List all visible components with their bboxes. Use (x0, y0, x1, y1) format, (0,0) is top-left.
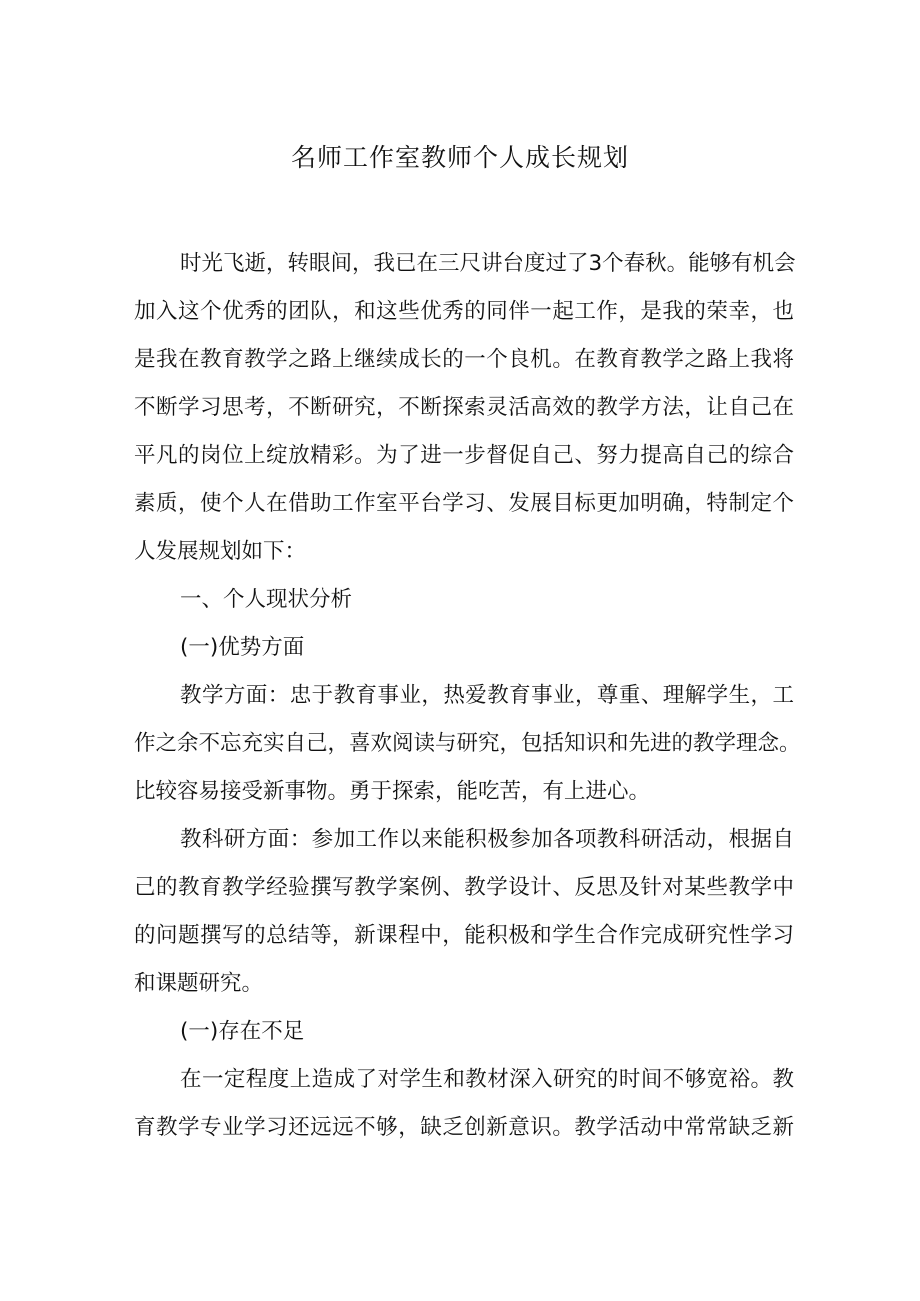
subsection-heading: (一)存在不足 (180, 1019, 305, 1044)
text-line: 己的教育教学经验撰写教学案例、教学设计、反思及针对某些教学中 (134, 875, 794, 900)
document-body (134, 240, 801, 1152)
text-line: 不断学习思考，不断研究，不断探索灵活高效的教学方法，让自己在 (134, 395, 794, 420)
text-line: 时光飞逝，转眼间，我已在三尺讲台度过了3个春秋。能够有机会 (180, 251, 796, 276)
text-line: 教科研方面：参加工作以来能积极参加各项教科研活动，根据自 (180, 827, 794, 852)
text-line: 比较容易接受新事物。勇于探索，能吃苦，有上进心。 (134, 779, 651, 804)
text-line: 育教学专业学习还远远不够，缺乏创新意识。教学活动中常常缺乏新 (134, 1115, 794, 1140)
paragraph-intro (134, 240, 794, 576)
document-title: 名师工作室教师个人成长规划 (290, 143, 629, 172)
paragraph-research (134, 816, 794, 1008)
text-line: 人发展规划如下： (134, 539, 307, 564)
text-line: 在一定程度上造成了对学生和教材深入研究的时间不够宽裕。教 (180, 1067, 794, 1092)
text-line: 教学方面：忠于教育事业，热爱教育事业，尊重、理解学生，工 (180, 683, 794, 708)
paragraph-weaknesses (134, 1056, 794, 1152)
paragraph-teaching (134, 672, 801, 816)
text-line: 素质，使个人在借助工作室平台学习、发展目标更加明确，特制定个 (134, 491, 794, 516)
text-line: 的问题撰写的总结等，新课程中，能积极和学生合作完成研究性学习 (134, 923, 794, 948)
section-heading: 一、个人现状分析 (180, 587, 353, 612)
text-line: 作之余不忘充实自己，喜欢阅读与研究，包括知识和先进的教学理念。 (134, 731, 801, 756)
text-line: 是我在教育教学之路上继续成长的一个良机。在教育教学之路上我将 (134, 347, 794, 372)
text-line: 和课题研究。 (134, 971, 264, 996)
text-line: 平凡的岗位上绽放精彩。为了进一步督促自己、努力提高自己的综合 (134, 443, 794, 468)
subsection-heading: (一)优势方面 (180, 635, 305, 660)
text-line: 加入这个优秀的团队，和这些优秀的同伴一起工作，是我的荣幸，也 (134, 299, 794, 324)
